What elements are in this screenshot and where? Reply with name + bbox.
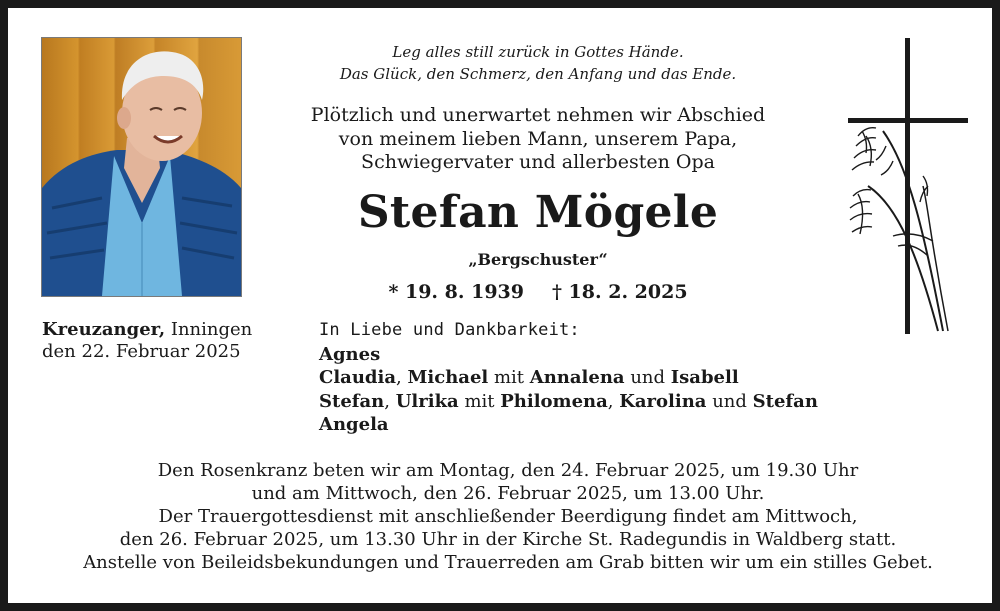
separator: , xyxy=(607,390,620,412)
separator: mit xyxy=(458,390,501,412)
portrait-image xyxy=(42,38,241,296)
separator: , xyxy=(396,367,408,388)
announcement-date: den 22. Februar 2025 xyxy=(42,341,241,362)
family-member: Annalena xyxy=(529,367,625,388)
intro-line: von meinem lieben Mann, unserem Papa, xyxy=(338,127,738,150)
intro-line: Schwiegervater und allerbesten Opa xyxy=(361,151,715,173)
family-member: Stefan xyxy=(752,390,818,412)
place-region: Inningen xyxy=(165,319,253,340)
birth-date: * 19. 8. 1939 xyxy=(388,281,524,303)
cross-with-wheat-icon xyxy=(838,36,978,336)
family-member: Karolina xyxy=(619,390,707,412)
family-row xyxy=(319,343,879,367)
family-row xyxy=(319,413,879,437)
family-member: Angela xyxy=(319,414,389,435)
notice-line: Den Rosenkranz beten wir am Montag, den 24. Februar 2025, um 19.30 Uhr xyxy=(157,460,859,481)
separator: und xyxy=(706,390,753,412)
family-member: Ulrika xyxy=(395,390,459,412)
family-member: Michael xyxy=(407,367,489,388)
deceased-name: Stefan Mögele xyxy=(357,187,719,238)
place-line xyxy=(42,319,292,341)
family-lead: In Liebe und Dankbarkeit: xyxy=(319,320,580,340)
separator: und xyxy=(624,367,671,388)
intro-line: Plötzlich und unerwartet nehmen wir Abschied xyxy=(310,104,766,126)
verse-quote xyxy=(278,41,798,85)
notice-line: den 26. Februar 2025, um 13.30 Uhr in der Kirche St. Radegundis in Waldberg statt. xyxy=(119,529,897,550)
family-mourners xyxy=(319,319,879,437)
place-and-date xyxy=(42,319,292,363)
separator: , xyxy=(384,390,396,412)
place-town: Kreuzanger, xyxy=(42,319,166,340)
family-row xyxy=(319,390,879,414)
family-member: Claudia xyxy=(319,367,397,388)
verse-line: Leg alles still zurück in Gottes Hände. xyxy=(392,43,684,61)
family-member: Stefan xyxy=(319,390,385,412)
family-member: Agnes xyxy=(319,343,381,365)
notice-line: Der Trauergottesdienst mit anschließender Beerdigung findet am Mittwoch, xyxy=(158,506,858,527)
separator: mit xyxy=(488,367,530,388)
notice-line: und am Mittwoch, den 26. Februar 2025, um 13.00 Uhr. xyxy=(251,483,765,504)
portrait-photo xyxy=(41,37,242,297)
life-dates xyxy=(278,279,798,305)
service-notice xyxy=(28,459,988,574)
deceased-nickname: „Bergschuster“ xyxy=(468,250,608,269)
family-row xyxy=(319,366,879,390)
death-date: † 18. 2. 2025 xyxy=(552,281,688,303)
family-member: Isabell xyxy=(670,367,739,388)
notice-line: Anstelle von Beileidsbekundungen und Trauerreden am Grab bitten wir um ein stilles Gebet. xyxy=(83,552,933,573)
intro-text xyxy=(278,104,798,175)
family-member: Philomena xyxy=(500,390,608,412)
verse-line: Das Glück, den Schmerz, den Anfang und das Ende. xyxy=(339,65,737,83)
